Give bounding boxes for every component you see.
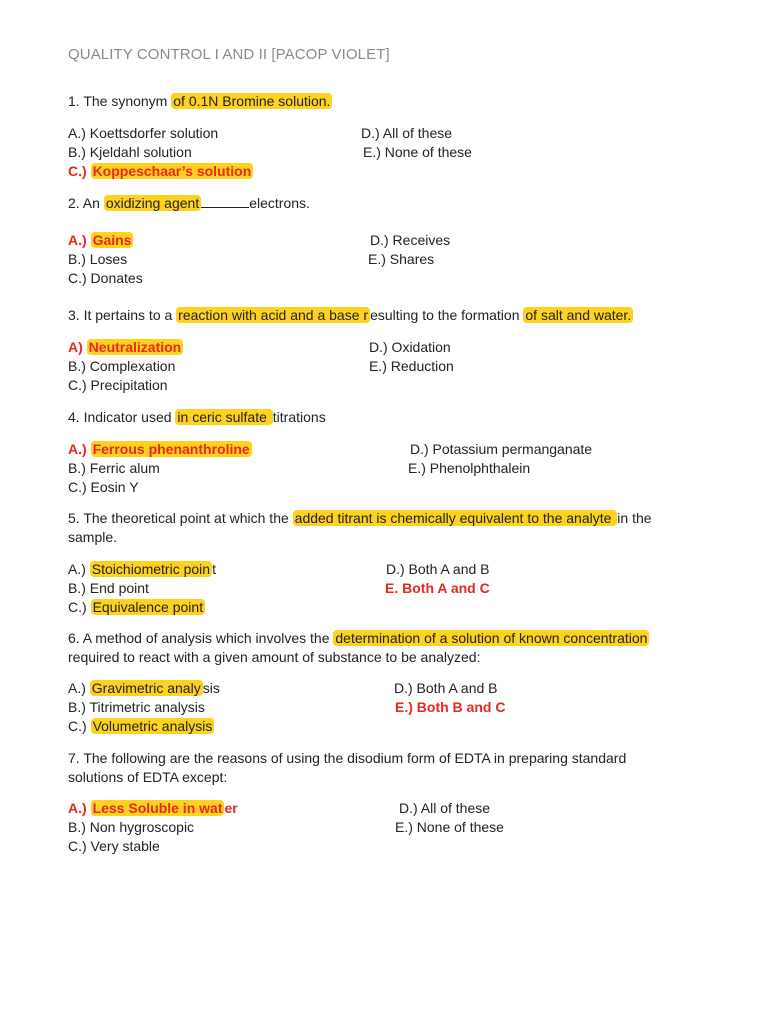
- option-label: A.): [68, 232, 91, 248]
- option-e: E.) Shares: [368, 251, 435, 267]
- option-e: E.) Phenolphthalein: [408, 460, 531, 476]
- question-text: titrations: [272, 409, 326, 425]
- highlighted-answer: Neutralization: [88, 339, 182, 355]
- option-a-answer: [68, 231, 133, 249]
- highlighted-text: Volumetric analysis: [92, 718, 213, 734]
- question-6-continued: required to react with a given amount of substance to be analyzed:: [68, 649, 481, 665]
- question-5-continued: sample.: [68, 529, 118, 545]
- option-c: C.) Donates: [68, 270, 143, 286]
- question-3: [68, 306, 633, 324]
- highlighted-answer: Gains: [92, 232, 132, 248]
- highlighted-answer: Less Soluble in wat: [92, 800, 223, 816]
- option-text: er: [224, 800, 238, 816]
- question-text: 5. The theoretical point at which the: [68, 510, 293, 526]
- option-b: B.) Kjeldahl solution: [68, 144, 192, 160]
- question-text: 1. The synonym: [68, 93, 172, 109]
- option-d: D.) Both A and B: [394, 680, 498, 696]
- question-text: electrons.: [249, 195, 310, 211]
- option-c: C.) Precipitation: [68, 377, 168, 393]
- highlighted-answer: Koppeschaar’s solution: [92, 163, 252, 179]
- question-5: [68, 509, 652, 527]
- highlighted-text: of salt and water.: [525, 307, 632, 323]
- answer-blank: [201, 195, 249, 208]
- highlighted-text: Equivalence point: [92, 599, 204, 615]
- highlighted-text: oxidizing agent: [105, 195, 200, 211]
- option-label: A.): [68, 800, 91, 816]
- option-e: E.) Reduction: [369, 358, 454, 374]
- option-b: B.) Complexation: [68, 358, 176, 374]
- option-e-answer: E.) Both B and C: [395, 699, 506, 715]
- option-c: [68, 598, 205, 616]
- question-1: [68, 92, 332, 110]
- option-b: B.) Titrimetric analysis: [68, 699, 205, 715]
- highlighted-answer: Ferrous phenanthroline: [92, 441, 250, 457]
- option-a: [68, 560, 216, 578]
- question-4: [68, 408, 326, 426]
- option-e-answer: E. Both A and C: [385, 580, 490, 596]
- option-d: D.) All of these: [399, 800, 491, 816]
- option-label: A.): [68, 680, 90, 696]
- question-text: in the: [617, 510, 652, 526]
- question-7-continued: solutions of EDTA except:: [68, 769, 228, 785]
- option-label: A): [68, 339, 87, 355]
- option-e: E.) None of these: [395, 819, 504, 835]
- option-label: A.): [68, 441, 91, 457]
- option-label: C.): [68, 599, 91, 615]
- question-2: [68, 194, 310, 212]
- highlighted-text: Gravimetric analy: [91, 680, 201, 696]
- option-c-answer: [68, 162, 253, 180]
- highlighted-text: determination of a solution of known concentration: [335, 630, 648, 646]
- highlighted-text: added titrant is chemically equivalent to the analyte: [294, 510, 616, 526]
- option-b: B.) End point: [68, 580, 149, 596]
- highlighted-text: of 0.1N Bromine solution.: [173, 93, 331, 109]
- option-d: D.) Oxidation: [369, 339, 451, 355]
- option-a-answer: [68, 338, 183, 356]
- highlighted-text: reaction with acid and a base r: [178, 307, 369, 323]
- option-a: A.) Koettsdorfer solution: [68, 125, 219, 141]
- option-c: C.) Eosin Y: [68, 479, 139, 495]
- question-text: 4. Indicator used: [68, 409, 176, 425]
- question-text: 3. It pertains to a: [68, 307, 177, 323]
- option-d: D.) Both A and B: [386, 561, 490, 577]
- document-title: QUALITY CONTROL I AND II [PACOP VIOLET]: [68, 46, 390, 63]
- option-c: [68, 717, 214, 735]
- question-text: esulting to the formation: [370, 307, 524, 323]
- option-d: D.) Potassium permanganate: [410, 441, 593, 457]
- question-7: 7. The following are the reasons of using the disodium form of EDTA in preparing standard: [68, 750, 627, 766]
- question-text: 2. An: [68, 195, 104, 211]
- option-label: A.): [68, 561, 90, 577]
- option-d: D.) Receives: [370, 232, 451, 248]
- option-b: B.) Ferric alum: [68, 460, 160, 476]
- option-e: E.) None of these: [363, 144, 472, 160]
- option-label: C.): [68, 718, 91, 734]
- question-6: [68, 629, 649, 647]
- option-a-answer: [68, 799, 238, 817]
- option-a: [68, 679, 220, 697]
- question-text: 6. A method of analysis which involves the: [68, 630, 334, 646]
- option-b: B.) Loses: [68, 251, 128, 267]
- option-b: B.) Non hygroscopic: [68, 819, 195, 835]
- option-c: C.) Very stable: [68, 838, 160, 854]
- highlighted-text: Stoichiometric poin: [91, 561, 211, 577]
- option-text: sis: [202, 680, 220, 696]
- option-label: C.): [68, 163, 91, 179]
- option-a-answer: [68, 440, 252, 458]
- highlighted-text: in ceric sulfate: [177, 409, 271, 425]
- option-d: D.) All of these: [361, 125, 453, 141]
- option-text: t: [212, 561, 216, 577]
